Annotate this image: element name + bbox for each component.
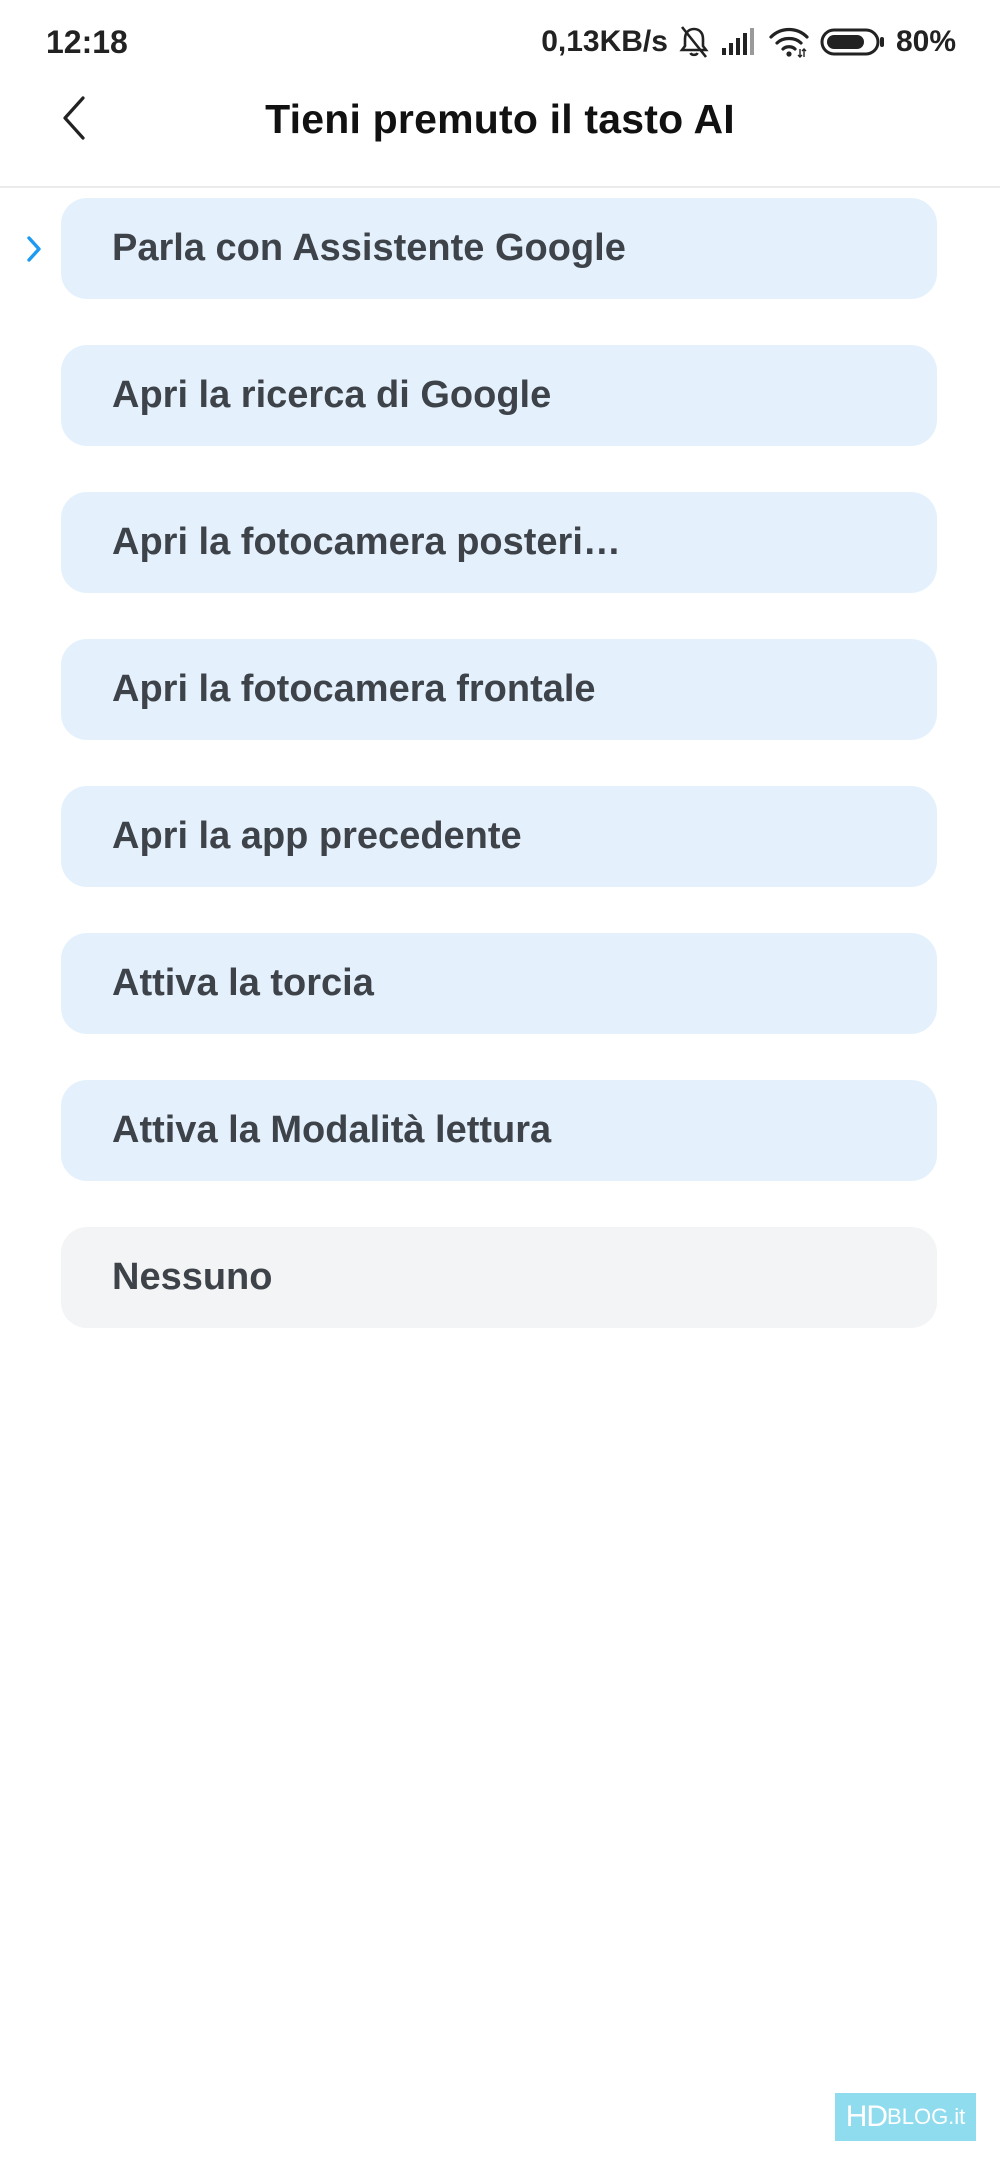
option-label: Apri la app precedente: [112, 815, 522, 857]
app-bar: [0, 90, 1000, 188]
signal-icon: [720, 27, 758, 57]
battery-percent: 80%: [895, 25, 956, 58]
option-flashlight[interactable]: [61, 933, 937, 1034]
option-front-camera[interactable]: [61, 639, 937, 740]
option-label: Apri la fotocamera posteri…: [112, 521, 621, 563]
status-bar: [0, 0, 1000, 90]
option-previous-app[interactable]: [61, 786, 937, 887]
selected-indicator-icon: [22, 198, 46, 299]
page-title: Tieni premuto il tasto AI: [265, 96, 735, 142]
option-rear-camera[interactable]: [61, 492, 937, 593]
watermark-blog: BLOG.it: [887, 2104, 966, 2129]
watermark-logo: [835, 2093, 976, 2141]
option-label: Apri la fotocamera frontale: [112, 668, 596, 710]
option-label: Attiva la Modalità lettura: [112, 1109, 552, 1151]
status-indicators: [541, 22, 956, 62]
watermark-hd: HD: [845, 2100, 888, 2133]
option-label: Nessuno: [112, 1256, 273, 1298]
option-reading-mode[interactable]: [61, 1080, 937, 1181]
wifi-icon: [768, 26, 810, 58]
option-label: Apri la ricerca di Google: [112, 374, 552, 416]
option-google-assistant[interactable]: [61, 198, 937, 299]
option-none[interactable]: [61, 1227, 937, 1328]
bell-off-icon: [678, 25, 710, 59]
network-speed: 0,13KB/s: [541, 25, 668, 58]
option-label: Parla con Assistente Google: [112, 227, 626, 269]
battery-icon: [820, 27, 886, 57]
status-time: 12:18: [46, 24, 128, 60]
option-google-search[interactable]: [61, 345, 937, 446]
option-label: Attiva la torcia: [112, 962, 374, 1004]
